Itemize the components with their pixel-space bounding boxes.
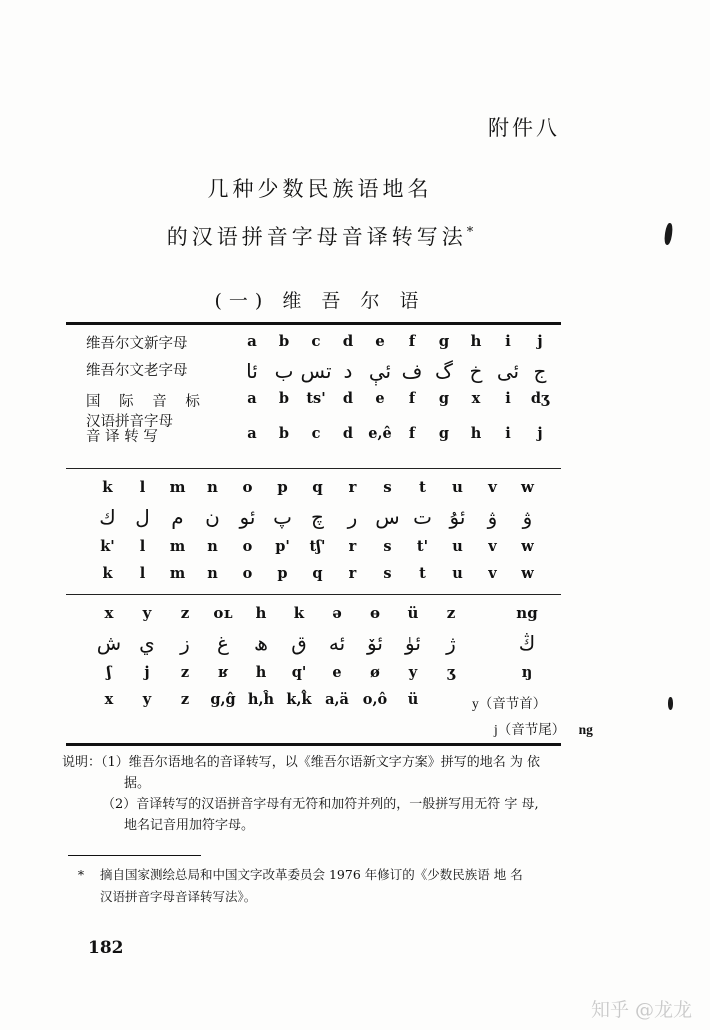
alphabet-cell: c — [311, 425, 321, 442]
alphabet-cell: i — [505, 425, 511, 442]
alphabet-cell: tʃ' — [309, 538, 326, 555]
footnote-line-1-text: 摘自国家测绘总局和中国文字改革委员会 1976 年修订的《少数民族语 地 名 — [100, 867, 523, 882]
alphabet-cell: n — [207, 538, 218, 555]
alphabet-cell: z — [446, 604, 456, 622]
table-row — [66, 717, 593, 743]
alphabet-cell: m — [169, 478, 186, 496]
pinyin-syllable-initial-note — [472, 692, 546, 712]
alphabet-cell: h — [255, 604, 267, 622]
note-item-2-line-2: 地名记音用加符字母。 — [124, 818, 255, 833]
alphabet-cell: ə — [332, 604, 342, 622]
alphabet-cell: ر — [347, 505, 358, 529]
alphabet-cell: v — [488, 538, 497, 555]
alphabet-cell: z — [180, 604, 190, 622]
alphabet-cell: م — [171, 505, 184, 529]
alphabet-cell: l — [139, 565, 146, 582]
alphabet-cell: w — [521, 478, 534, 496]
alphabet-cell: ۋ — [487, 505, 498, 529]
row-cells-ipa — [90, 538, 545, 555]
alphabet-cell: v — [488, 478, 497, 496]
alphabet-cell: n — [207, 478, 218, 496]
alphabet-cell: غ — [217, 631, 229, 655]
alphabet-cell: a,ä — [325, 691, 349, 708]
row-label-pinyin-line-2: 音 译 转 写 — [86, 429, 158, 445]
alphabet-cell: o — [242, 565, 253, 582]
alphabet-cell: ب — [274, 359, 294, 383]
alphabet-cell: p — [277, 478, 288, 496]
alphabet-cell: b — [278, 332, 290, 350]
alphabet-cell: ش — [96, 631, 122, 655]
alphabet-block-3 — [66, 604, 593, 743]
alphabet-cell: i — [505, 332, 511, 350]
alphabet-cell: h,ĥ — [247, 691, 275, 708]
row-cells-old-alphabet — [90, 505, 545, 529]
alphabet-cell: س — [375, 505, 400, 529]
alphabet-cell: m — [169, 538, 186, 555]
appendix-label: 附件八 — [488, 116, 560, 140]
alphabet-cell: v — [488, 565, 497, 582]
alphabet-cell: u — [452, 478, 463, 496]
footnote-line-1 — [62, 864, 582, 886]
alphabet-cell: t — [419, 478, 426, 496]
pinyin-syllable-initial-text: y（音节首） — [472, 696, 547, 711]
alphabet-cell: w — [521, 538, 534, 555]
alphabet-cell: ف — [401, 359, 423, 383]
alphabet-cell: d — [342, 390, 354, 407]
alphabet-cell: p — [277, 565, 288, 582]
alphabet-cell: j — [144, 664, 150, 681]
alphabet-cell: k,k̂ — [286, 691, 312, 708]
alphabet-cell: ئۇ — [449, 505, 466, 529]
alphabet-cell: ن — [205, 505, 220, 529]
alphabet-cell: e — [375, 332, 385, 350]
document-title-line-1: 几种少数民族语地名 — [207, 177, 433, 201]
title-footnote-marker: * — [466, 225, 474, 240]
alphabet-cell: k — [102, 478, 113, 496]
table-row — [66, 414, 566, 451]
alphabet-cell: z — [180, 664, 190, 681]
alphabet-cell: گ — [435, 359, 453, 383]
alphabet-cell: h — [470, 425, 482, 442]
row-label-pinyin-line-1: 汉语拼音字母 — [86, 414, 173, 430]
footnote-separator-rule — [68, 855, 201, 856]
table-row — [66, 478, 566, 505]
alphabet-cell: t — [419, 565, 426, 582]
note-item-1-line-2: 据。 — [124, 776, 151, 791]
note-item-1-line-1 — [62, 752, 572, 773]
alphabet-cell: b — [278, 425, 290, 442]
alphabet-cell: r — [348, 565, 357, 582]
scan-artifact — [664, 223, 674, 246]
row-cells-new-alphabet — [90, 604, 546, 622]
alphabet-cell: h — [470, 332, 482, 350]
row-cells-pinyin — [236, 425, 556, 442]
alphabet-cell: ø — [370, 664, 380, 681]
alphabet-cell: u — [452, 538, 463, 555]
section-heading: (一) 维 吾 尔 语 — [214, 290, 426, 312]
alphabet-cell: y — [142, 604, 152, 622]
alphabet-cell: ŋ — [521, 664, 533, 681]
alphabet-cell: f — [408, 332, 416, 350]
alphabet-cell: t' — [416, 538, 429, 555]
row-label-ipa: 国 际 音 标 — [86, 394, 207, 410]
notes-label: 说明： — [62, 755, 102, 770]
alphabet-block-1 — [66, 332, 566, 451]
alphabet-cell: l — [139, 478, 146, 496]
alphabet-cell: g — [438, 332, 450, 350]
row-cells-new-alphabet — [236, 332, 556, 350]
table-bottom-rule — [66, 743, 561, 746]
alphabet-cell: ʒ — [446, 664, 456, 681]
alphabet-cell — [470, 631, 508, 655]
table-row — [66, 565, 566, 592]
row-cells-ipa — [90, 664, 546, 681]
alphabet-cell: خ — [469, 359, 483, 383]
alphabet-cell: p' — [275, 538, 290, 555]
alphabet-cell: s — [383, 478, 392, 496]
row-cells-old-alphabet — [236, 359, 556, 383]
alphabet-cell: dʒ — [530, 390, 550, 407]
alphabet-cell: د — [343, 359, 353, 383]
alphabet-cell: g — [438, 390, 450, 407]
alphabet-cell: ز — [180, 631, 190, 655]
alphabet-cell: ق — [291, 631, 307, 655]
alphabet-cell: ڭ — [518, 631, 536, 655]
alphabet-cell: e — [375, 390, 385, 407]
table-row — [66, 604, 566, 631]
pinyin-ng-cell: ng — [578, 722, 593, 737]
alphabet-cell: q — [312, 565, 323, 582]
alphabet-cell: ل — [135, 505, 150, 529]
alphabet-cell: y — [408, 664, 418, 681]
alphabet-cell: n — [207, 565, 218, 582]
alphabet-cell: ئو — [239, 505, 256, 529]
alphabet-cell: d — [342, 332, 354, 350]
alphabet-cell: o — [242, 538, 253, 555]
alphabet-cell: r — [348, 538, 357, 555]
alphabet-cell: ھ — [254, 631, 268, 655]
alphabet-cell: s — [383, 565, 392, 582]
scan-artifact — [668, 697, 673, 710]
table-row — [66, 691, 566, 717]
alphabet-cell: b — [278, 390, 290, 407]
alphabet-cell: o,ô — [362, 691, 388, 708]
alphabet-cell: ئا — [246, 359, 258, 383]
alphabet-cell: f — [408, 390, 416, 407]
table-row — [66, 359, 566, 390]
alphabet-cell: ت — [413, 505, 432, 529]
alphabet-cell: ts' — [306, 390, 326, 407]
alphabet-cell: d — [342, 425, 354, 442]
alphabet-cell: a — [247, 390, 257, 407]
alphabet-cell: e — [332, 664, 342, 681]
alphabet-cell: ك — [99, 505, 116, 529]
alphabet-cell: y — [142, 691, 152, 708]
alphabet-cell: چ — [311, 505, 324, 529]
note-item-2-line-1: （2）音译转写的汉语拼音字母有无符和加符并列的，一般拼写用无符 字 母, — [102, 797, 539, 812]
alphabet-cell: a — [247, 332, 257, 350]
alphabet-cell: ɵ — [369, 604, 380, 622]
alphabet-cell: ژ — [446, 631, 456, 655]
alphabet-cell: ü — [407, 604, 419, 622]
pinyin-syllable-final-note — [494, 718, 593, 738]
watermark: 知乎 @龙龙 — [590, 999, 692, 1021]
alphabet-cell: j — [537, 425, 543, 442]
row-cells-new-alphabet — [90, 478, 545, 496]
alphabet-cell: k — [293, 604, 305, 622]
document-title-line-2-text: 的汉语拼音字母音译转写法 — [166, 225, 467, 249]
alphabet-cell: q — [312, 478, 323, 496]
alphabet-cell: z — [180, 691, 190, 708]
document-title-line-2 — [0, 221, 640, 251]
table-top-rule — [66, 322, 561, 325]
alphabet-cell: q' — [291, 664, 307, 681]
alphabet-cell: f — [408, 425, 416, 442]
alphabet-cell: l — [139, 538, 146, 555]
alphabet-cell — [432, 691, 470, 708]
row-label-old-alphabet: 维吾尔文老字母 — [86, 363, 188, 379]
alphabet-cell: ي — [139, 631, 155, 655]
alphabet-cell: ئۆ — [367, 631, 383, 655]
table-row — [66, 332, 566, 359]
alphabet-cell: k — [102, 565, 113, 582]
table-row — [66, 538, 566, 565]
row-cells-ipa — [236, 390, 556, 407]
alphabet-cell — [470, 664, 508, 681]
table-row — [66, 664, 566, 691]
alphabet-cell: r — [348, 478, 357, 496]
alphabet-cell: i — [505, 390, 511, 407]
alphabet-cell: ʁ — [217, 664, 229, 681]
pinyin-syllable-final-text: j（音节尾） — [494, 722, 566, 737]
page-number: 182 — [88, 938, 124, 958]
table-separator-rule-1 — [66, 468, 561, 469]
row-label-pinyin — [86, 415, 173, 445]
note-item-1-line-1-text: （1）维吾尔语地名的音译转写，以《维吾尔语新文字方案》拼写的地名 为 依 — [101, 755, 541, 770]
alphabet-cell: g — [438, 425, 450, 442]
alphabet-cell: s — [383, 538, 392, 555]
footnote-line-2: 汉语拼音字母音译转写法》。 — [100, 889, 257, 904]
table-row — [66, 631, 566, 664]
footnote-marker: * — [77, 867, 85, 882]
footnote-section — [62, 864, 582, 908]
alphabet-cell: x — [471, 390, 481, 407]
alphabet-cell: ʃ — [106, 664, 112, 681]
alphabet-cell — [470, 604, 508, 622]
alphabet-cell: ü — [407, 691, 419, 708]
alphabet-cell: x — [104, 691, 114, 708]
alphabet-cell: j — [537, 332, 543, 350]
alphabet-cell: تس — [300, 359, 332, 383]
alphabet-cell: ۋ — [522, 505, 533, 529]
table-separator-rule-2 — [66, 594, 561, 595]
alphabet-block-2 — [66, 478, 566, 592]
alphabet-cell: ئې — [368, 359, 392, 383]
row-label-new-alphabet: 维吾尔文新字母 — [86, 336, 188, 352]
alphabet-cell: e,ê — [368, 425, 392, 442]
row-cells-old-alphabet — [90, 631, 546, 655]
alphabet-cell: ئى — [496, 359, 520, 383]
alphabet-cell: ng — [516, 604, 538, 622]
alphabet-cell: x — [104, 604, 114, 622]
row-cells-pinyin — [90, 565, 545, 582]
table-row — [66, 505, 566, 538]
alphabet-cell: پ — [273, 505, 292, 529]
alphabet-cell: k' — [100, 538, 115, 555]
alphabet-cell: ئۈ — [405, 631, 421, 655]
alphabet-cell: w — [521, 565, 534, 582]
alphabet-cell: m — [169, 565, 186, 582]
table-row — [66, 390, 566, 417]
alphabet-cell: ج — [533, 359, 547, 383]
alphabet-cell: g,ĝ — [210, 691, 236, 708]
alphabet-cell: ئە — [328, 631, 346, 655]
alphabet-cell: h — [255, 664, 267, 681]
alphabet-cell: u — [452, 565, 463, 582]
alphabet-cell: c — [311, 332, 321, 350]
alphabet-cell: a — [247, 425, 257, 442]
notes-section — [62, 752, 572, 836]
alphabet-cell: o — [242, 478, 253, 496]
alphabet-cell: oʟ — [213, 604, 233, 622]
